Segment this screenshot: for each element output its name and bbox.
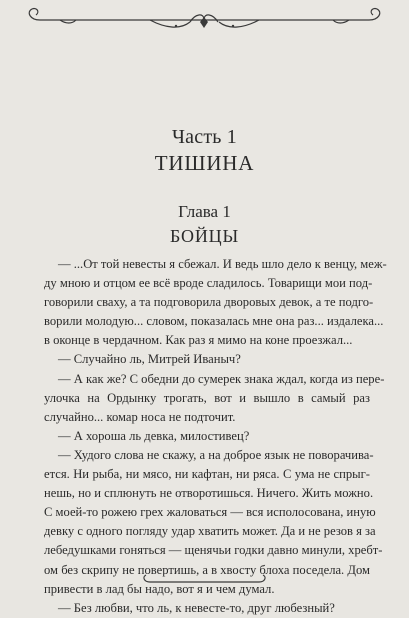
text-line: С моей-то рожею грех жаловаться — вся исполосована, иную <box>44 505 376 520</box>
text-line: говорили сваху, а та подговорила дворовых девок, а те подго- <box>44 295 374 310</box>
text-line: — Без любви, что ль, к невесте-то, друг любезный? <box>58 600 335 615</box>
text-line: улочка на Ордынку трогать, вот и вышло в самый раз случайно... комар носа не подточит. <box>44 390 370 424</box>
text-line: привести в лад бы надо, вот я и чем думал. <box>44 581 275 596</box>
chapter-title: БОЙЦЫ <box>170 226 239 246</box>
text-line: девку с одного погляду удар хватить может. Да и не резов я за <box>44 524 376 539</box>
text-line: — А как же? С обедни до сумерек знака ждал, когда из пере- <box>58 371 385 386</box>
footer-ornament <box>0 570 409 590</box>
text-line: ворили молодую... словом, показалась мне она раз... издалека... <box>44 314 384 329</box>
part-title: ТИШИНА <box>154 151 255 175</box>
text-line-wrapped <box>44 389 370 427</box>
part-label: Часть 1 <box>171 126 237 148</box>
chapter-body-text <box>44 255 387 618</box>
text-line: ду мною и отцом ее всё вроде сладилось. Товарищи мои под- <box>44 276 373 291</box>
text-line: — Худого слова не скажу, а на доброе язык не поворачива- <box>58 447 374 462</box>
header-ornament <box>0 0 409 60</box>
text-line: — А хороша ль девка, милостивец? <box>58 428 250 443</box>
chapter-label: Глава 1 <box>178 202 231 221</box>
text-line: нешь, но и сплюнуть не отворотишься. Ничего. Жить можно. <box>44 486 374 501</box>
text-line: лебедушками гоняться — щенячьи годки давно минули, хребт- <box>44 543 383 558</box>
text-line: ется. Ни рыба, ни мясо, ни кафтан, ни ряса. С ума не спрыг- <box>44 467 370 482</box>
text-line: — Случайно ль, Митрей Иваныч? <box>58 352 241 367</box>
text-line: в оконце в чердачном. Как раз я мимо на коне проезжал... <box>44 333 353 348</box>
text-line: ом без скрипу не повертишь, а в хвосту блоха поседела. Дом <box>44 562 370 577</box>
text-line: — ...От той невесты я сбежал. И ведь шло дело к венцу, меж- <box>58 257 387 271</box>
